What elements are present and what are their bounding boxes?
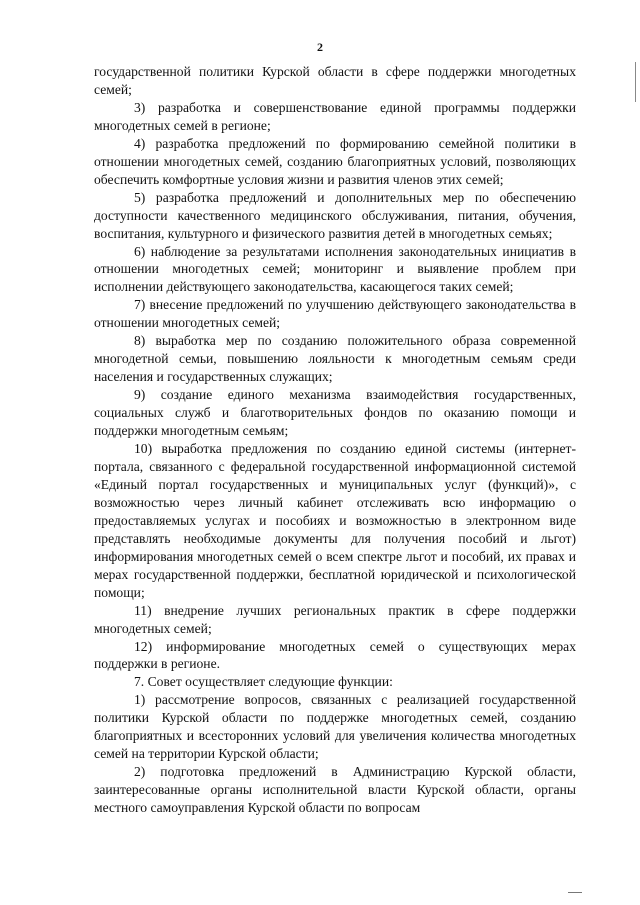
paragraph-item-8: 8) выработка мер по созданию положительного образа современной многодетной семьи, повышению лояльности к многодетным семьям среди населения и государственных служащих; <box>94 333 576 385</box>
paragraph-item-5: 5) разработка предложений и дополнительных мер по обеспечению доступности качественного медицинского обслуживания, питания, обучения, воспитания, культурного и физического развития детей в многодетных семьях; <box>94 189 576 241</box>
paragraph-item-6: 6) наблюдение за результатами исполнения законодательных инициатив в отношении многодетных семей; мониторинг и выявление проблем при исполнении действующего законодательства, касающегося таких семей; <box>94 243 576 295</box>
section-heading-7: 7. Совет осуществляет следующие функции: <box>134 674 393 690</box>
paragraph-item-9: 9) создание единого механизма взаимодействия государственных, социальных служб и благотворительных фондов по оказанию помощи и поддержки многодетным семьям; <box>94 387 576 439</box>
paragraph-item-12: 12) информирование многодетных семей о существующих мерах поддержки в регионе. <box>94 638 576 672</box>
paragraph-item-4: 4) разработка предложений по формированию семейной политики в отношении многодетных семей, созданию благоприятных условий, позволяющих обеспечить комфортные условия жизни и развития членов этих семей; <box>94 135 576 187</box>
function-item-2: 2) подготовка предложений в Администрацию Курской области, заинтересованные органы исполнительной власти Курской области, органы местного самоуправления Курской области по вопросам <box>94 764 576 816</box>
paragraph-item-7: 7) внесение предложений по улучшению действующего законодательства в отношении многодетных семей; <box>94 297 576 331</box>
scan-edge-mark <box>635 62 636 102</box>
page-number: 2 <box>317 40 323 54</box>
paragraph-continuation: государственной политики Курской области в сфере поддержки многодетных семей; <box>94 64 576 97</box>
paragraph-item-11: 11) внедрение лучших региональных практик в сфере поддержки многодетных семей; <box>94 602 576 636</box>
paragraph-item-10: 10) выработка предложения по созданию единой системы (интернет-портала, связанного с федеральной государственной информационной системой «Единый портал государственных и муниципальных услуг (функций)», с возможностью через личный кабинет отслеживать всю информацию о предоставляемых услугах и пособиях и возможностью в электронном виде представлять необходимые документы для получения пособий и льгот) информирования многодетных семей о всем спектре льгот и пособий, их правах и мерах государственной поддержки, бесплатной юридической и психологической помощи; <box>94 441 576 600</box>
scan-artifact <box>568 892 582 893</box>
function-item-1: 1) рассмотрение вопросов, связанных с реализацией государственной политики Курской области по поддержке многодетных семей, созданию благоприятных и всесторонних условий для увеличения количества многодетных семей на территории Курской области; <box>94 692 576 762</box>
paragraph-item-3: 3) разработка и совершенствование единой программы поддержки многодетных семей в регионе; <box>94 99 576 133</box>
document-body <box>94 63 576 817</box>
